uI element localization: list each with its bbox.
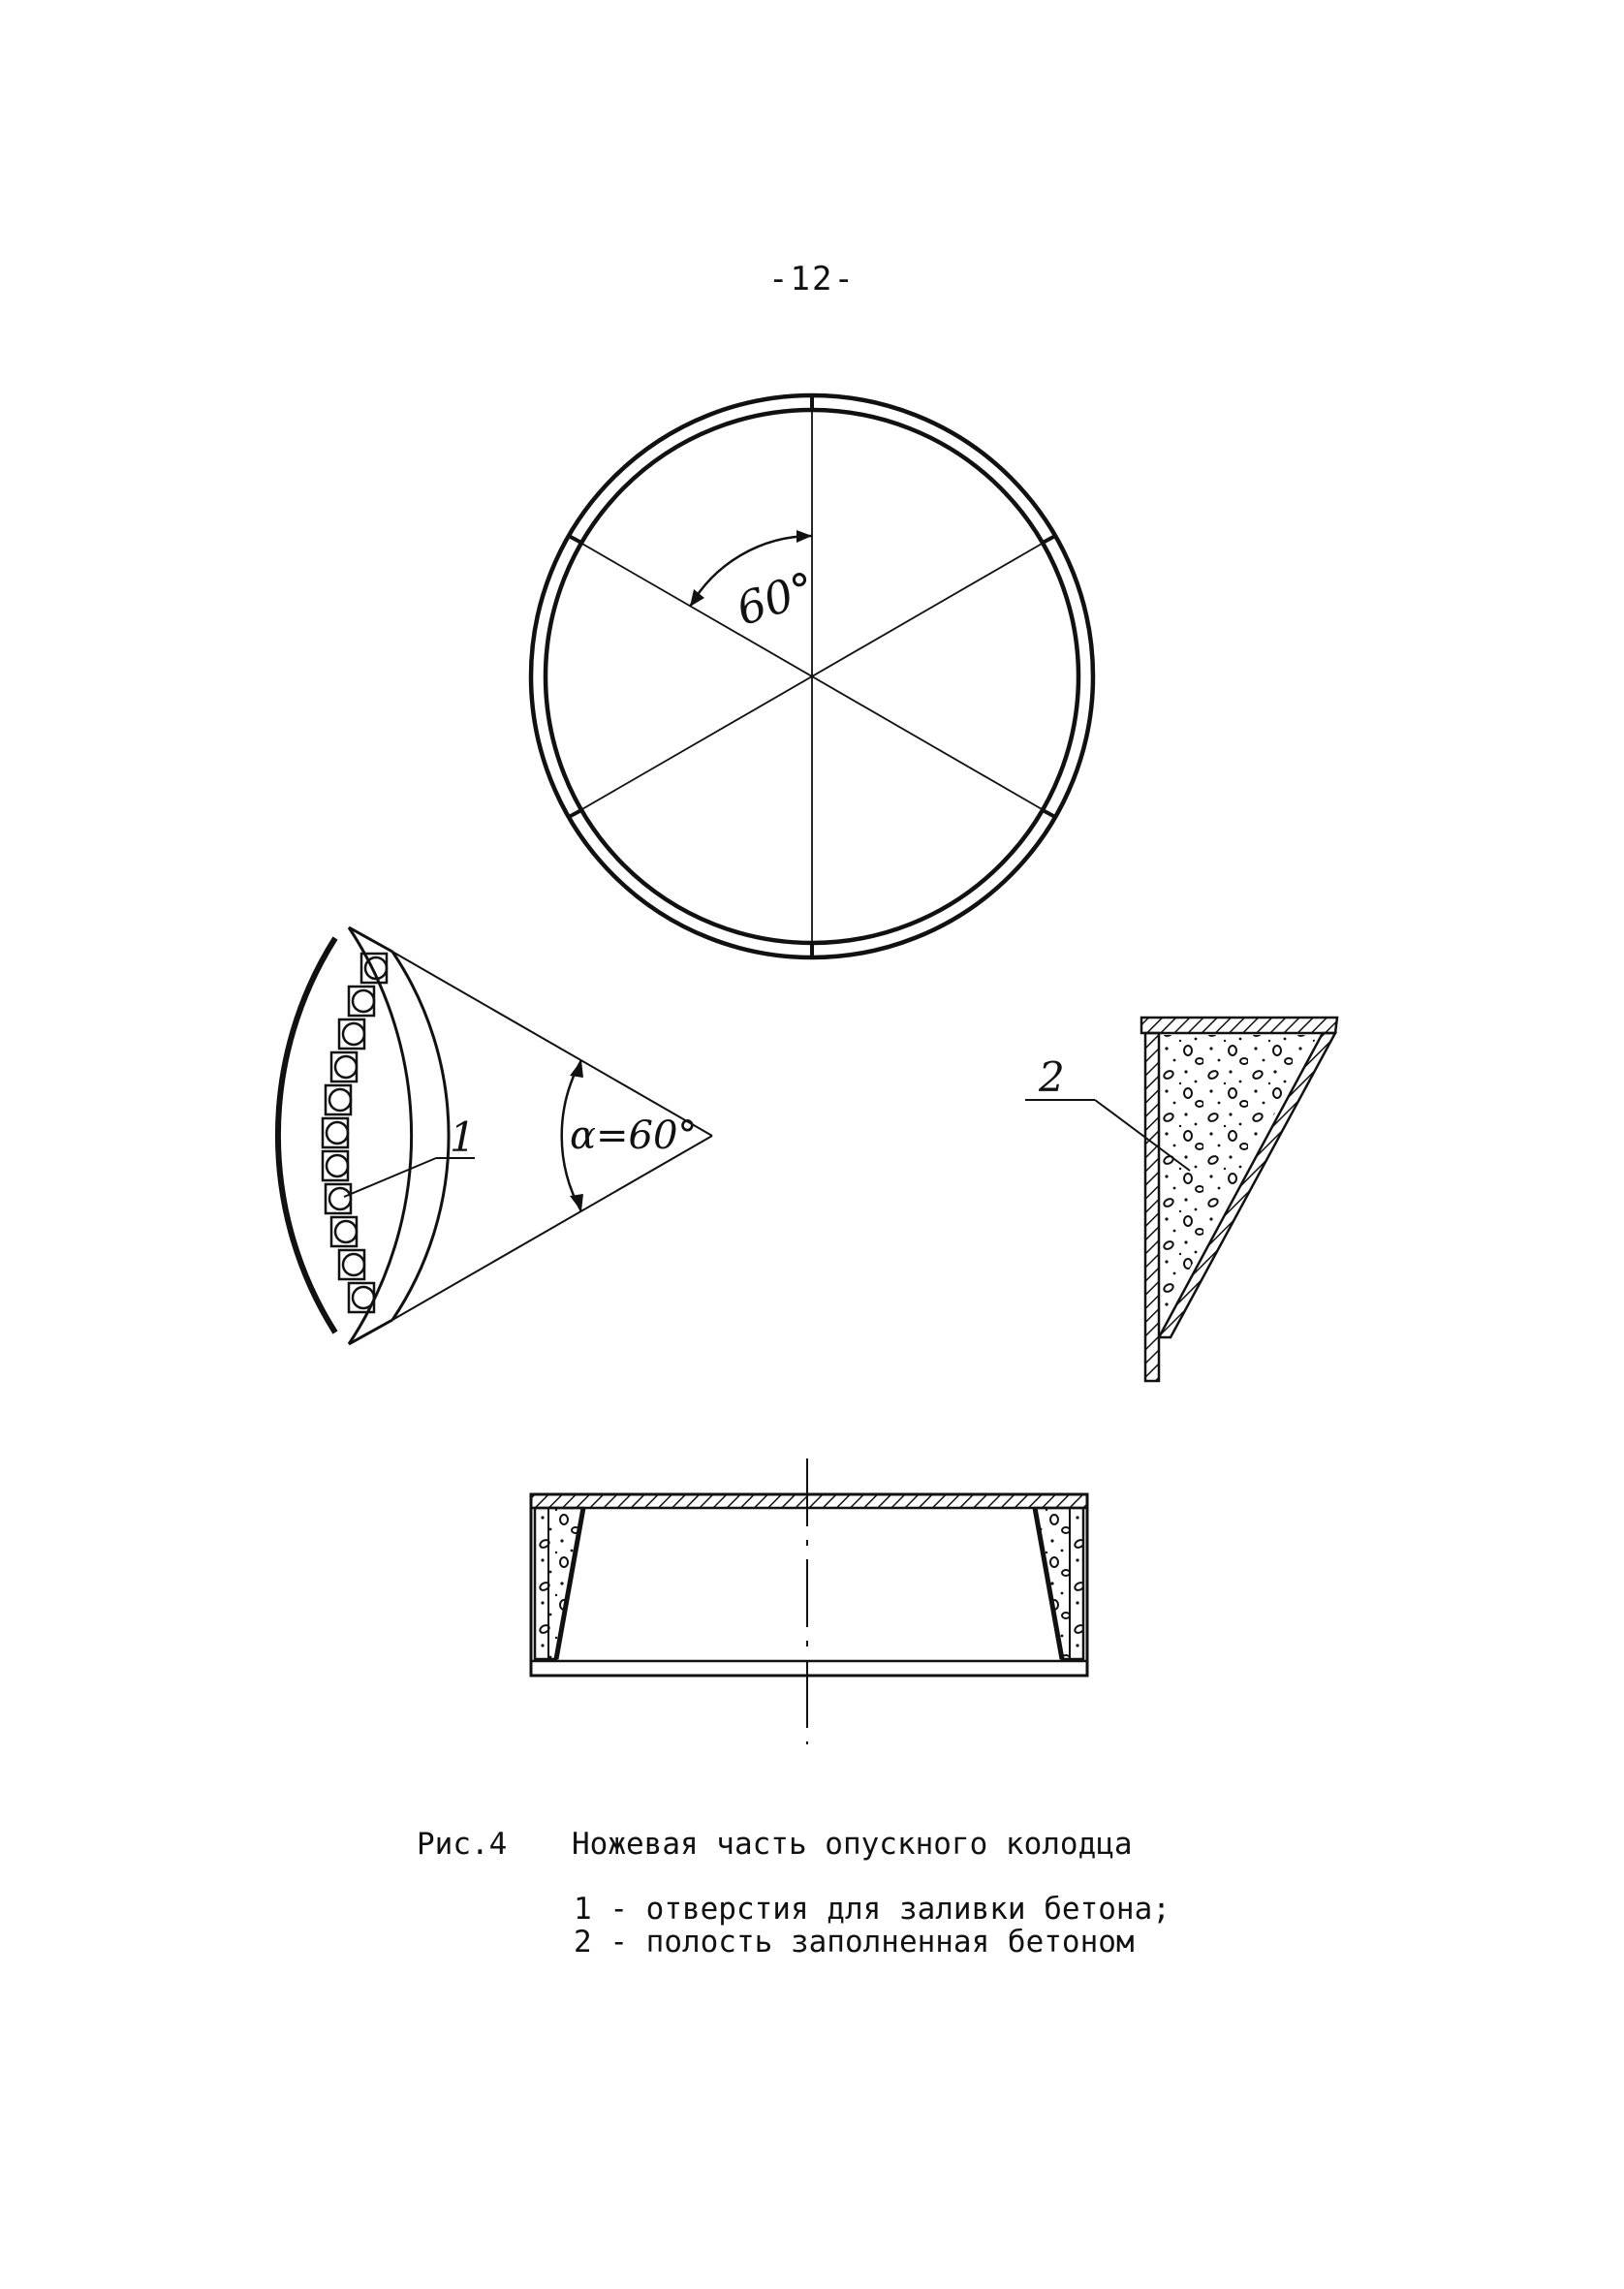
pour-hole-cells [323, 954, 387, 1312]
angle-label-top: 60° [730, 561, 822, 636]
ring-plan-view [531, 395, 1093, 957]
page-number: -12- [768, 260, 856, 298]
figure-label: Рис.4 [417, 1827, 508, 1862]
angle-arrow-top-1 [796, 530, 812, 543]
knife-section [1025, 1018, 1337, 1381]
sector-segment [278, 927, 712, 1344]
callout-number-2: 2 [1039, 1053, 1065, 1101]
figure-title: Ножевая часть опускного колодца [572, 1827, 1133, 1862]
figure-caption [417, 1827, 1133, 1862]
callout-line-1 [344, 1158, 436, 1197]
ring-division-lines [569, 395, 1055, 957]
legend-item-2: 2 - полость заполненная бетоном [574, 1925, 1135, 1960]
angle-arrow-top-2 [690, 589, 704, 607]
figure-legend [574, 1893, 1171, 1959]
concrete-fill [1161, 1035, 1318, 1318]
angle-arrow-sector-1 [570, 1060, 583, 1078]
angle-label-sector: α=60° [570, 1113, 698, 1158]
legend-item-1: 1 - отверстия для заливки бетона; [574, 1892, 1171, 1927]
angle-arrow-sector-2 [570, 1194, 583, 1211]
ring-cross-section [531, 1458, 1087, 1744]
callout-number-1: 1 [450, 1113, 476, 1161]
